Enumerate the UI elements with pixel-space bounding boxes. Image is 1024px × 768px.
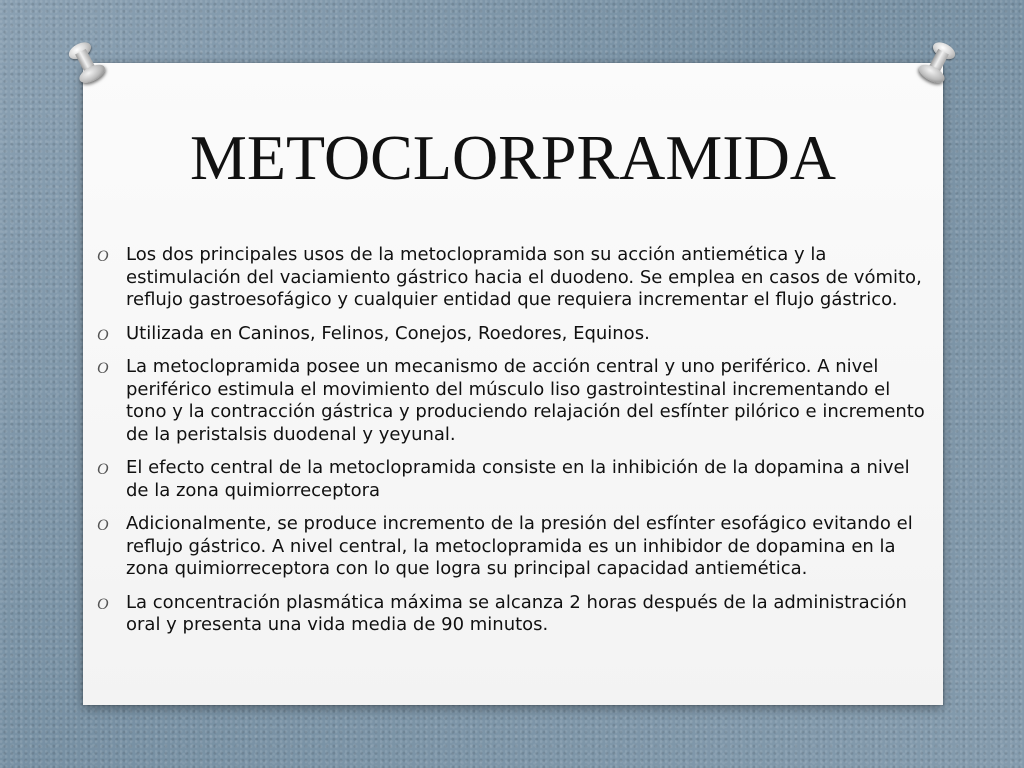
bullet-marker-icon: O: [97, 360, 109, 377]
bullet-text: posee un mecanismo de acción central y uno periférico. A nivel periférico estimula el movimiento del músculo liso gastrointestinal incrementando el tono y la contracción gástrica y produciendo relajación del esfínter pilórico e incremento de la peristalsis duodenal y yeyunal.: [126, 356, 925, 445]
bullet-text: Adicionalmente, se produce incremento de la presión del esfínter esofágico evitando el reflujo gástrico. A nivel central, la: [126, 513, 913, 557]
bullet-item: [97, 356, 927, 446]
bullet-marker-icon: O: [97, 517, 109, 534]
bullet-list: [97, 244, 927, 648]
bullet-marker-icon: O: [97, 461, 109, 478]
bullet-marker-icon: O: [97, 248, 109, 265]
slide-title: METOCLORPRAMIDA: [190, 122, 836, 193]
drug-name: metoclopramida: [152, 356, 301, 377]
bullet-marker-icon: O: [97, 595, 109, 613]
bullet-text: .: [644, 322, 650, 344]
bullet-text: consiste en la inhibición de la dopamina a nivel de la zona quimiorreceptora: [126, 457, 910, 501]
bullet-text: son su acción antiemética y la estimulación del vaciamiento gástrico hacia el duodeno. Se emplea en casos de vómito, reflujo gastroesofágico y cualquier entidad que requiera incrementar el flujo gástrico.: [126, 244, 922, 310]
species-list: Caninos, Felinos, Conejos, Roedores, Equinos: [238, 322, 645, 344]
bullet-text: Los dos principales usos de la: [126, 244, 400, 265]
bullet-item: [97, 592, 927, 637]
drug-name: metoclopramida: [400, 244, 548, 265]
bullet-text: es un inhibidor de dopamina en la zona quimiorreceptora con lo que logra su principal capacidad antiemética.: [126, 535, 896, 579]
bullet-text: La concentración plasmática máxima se alcanza 2 horas después de la administración oral y presenta una vida media de 90 minutos.: [126, 591, 907, 635]
bullet-text: El efecto central de la: [126, 457, 329, 478]
drug-name: metoclopramida: [328, 457, 477, 478]
bullet-marker-icon: O: [97, 326, 109, 344]
bullet-text: La: [126, 356, 153, 377]
bullet-text: Utilizada en: [126, 322, 239, 344]
bullet-item: [97, 323, 927, 346]
drug-name: metoclopramida: [434, 535, 583, 557]
bullet-item: [97, 457, 927, 502]
bullet-item: [97, 513, 927, 581]
bullet-item: [97, 244, 927, 312]
